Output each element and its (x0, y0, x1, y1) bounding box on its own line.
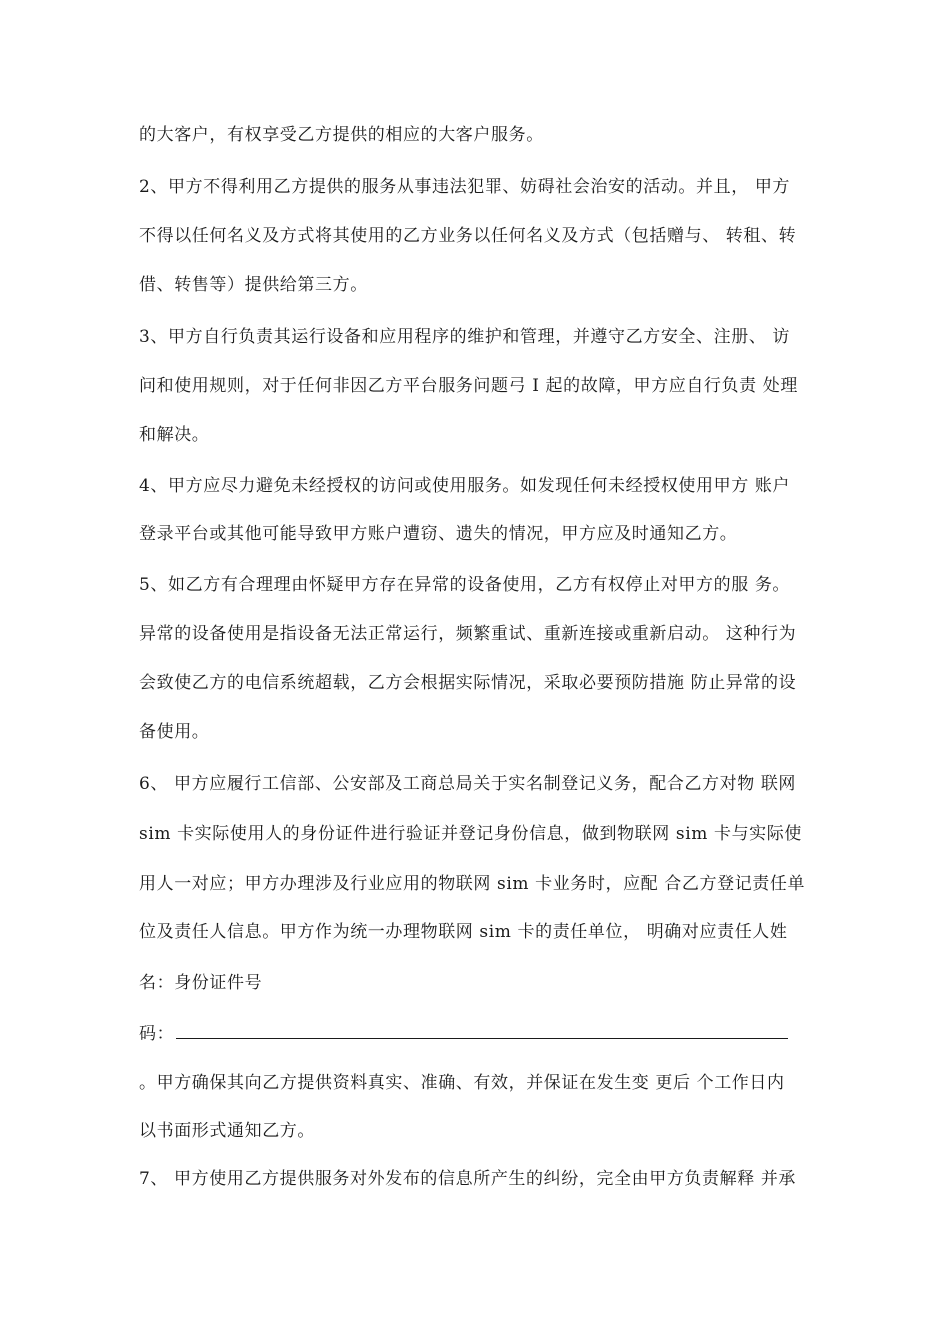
text-line-with-blank (139, 1022, 788, 1046)
text-line: 以书面形式通知乙方。 (139, 1121, 315, 1141)
text-line: 的大客户，有权享受乙方提供的相应的大客户服务。 (139, 125, 544, 145)
text-line: 2、甲方不得利用乙方提供的服务从事违法犯罪、妨碍社会治安的活动。并且， 甲方 (139, 177, 791, 197)
text-line: 5、如乙方有合理理由怀疑甲方存在异常的设备使用，乙方有权停止对甲方的服 务。 (139, 575, 791, 595)
text-line: 会致使乙方的电信系统超载，乙方会根据实际情况，采取必要预防措施 防止异常的设 (139, 673, 797, 693)
text-line: 6、 甲方应履行工信部、公安部及工商总局关于实名制登记义务，配合乙方对物 联网 (139, 774, 797, 794)
text-line: 4、甲方应尽力避免未经授权的访问或使用服务。如发现任何未经授权使用甲方 账户 (139, 476, 791, 496)
text-line: 用人一对应；甲方办理涉及行业应用的物联网 sim 卡业务时，应配 合乙方登记责任单 (139, 874, 806, 894)
text-line: 名：身份证件号 (139, 973, 263, 993)
text-line: 备使用。 (139, 722, 210, 742)
text-line: 7、 甲方使用乙方提供服务对外发布的信息所产生的纠纷，完全由甲方负责解释 并承 (139, 1169, 797, 1189)
fill-in-blank[interactable] (176, 1024, 788, 1039)
text-line: sim 卡实际使用人的身份证件进行验证并登记身份信息，做到物联网 sim 卡与实际使 (139, 824, 802, 844)
text-line: 借、转售等）提供给第三方。 (139, 275, 368, 295)
text-line: 登录平台或其他可能导致甲方账户遭窃、遗失的情况，甲方应及时通知乙方。 (139, 524, 738, 544)
text-line: 和解决。 (139, 425, 210, 445)
text-line: 。甲方确保其向乙方提供资料真实、准确、有效，并保证在发生变 更后 个工作日内 (139, 1073, 785, 1093)
text-line: 不得以任何名义及方式将其使用的乙方业务以任何名义及方式（包括赠与、 转租、转 (139, 226, 797, 246)
text-line: 位及责任人信息。甲方作为统一办理物联网 sim 卡的责任单位， 明确对应责任人姓 (139, 922, 788, 942)
text-line: 问和使用规则，对于任何非因乙方平台服务问题弓 I 起的故障，甲方应自行负责 处理 (139, 376, 798, 396)
text-line: 3、甲方自行负责其运行设备和应用程序的维护和管理，并遵守乙方安全、注册、 访 (139, 327, 791, 347)
text-line: 异常的设备使用是指设备无法正常运行，频繁重试、重新连接或重新启动。 这种行为 (139, 624, 797, 644)
code-label: 码： (139, 1024, 175, 1044)
